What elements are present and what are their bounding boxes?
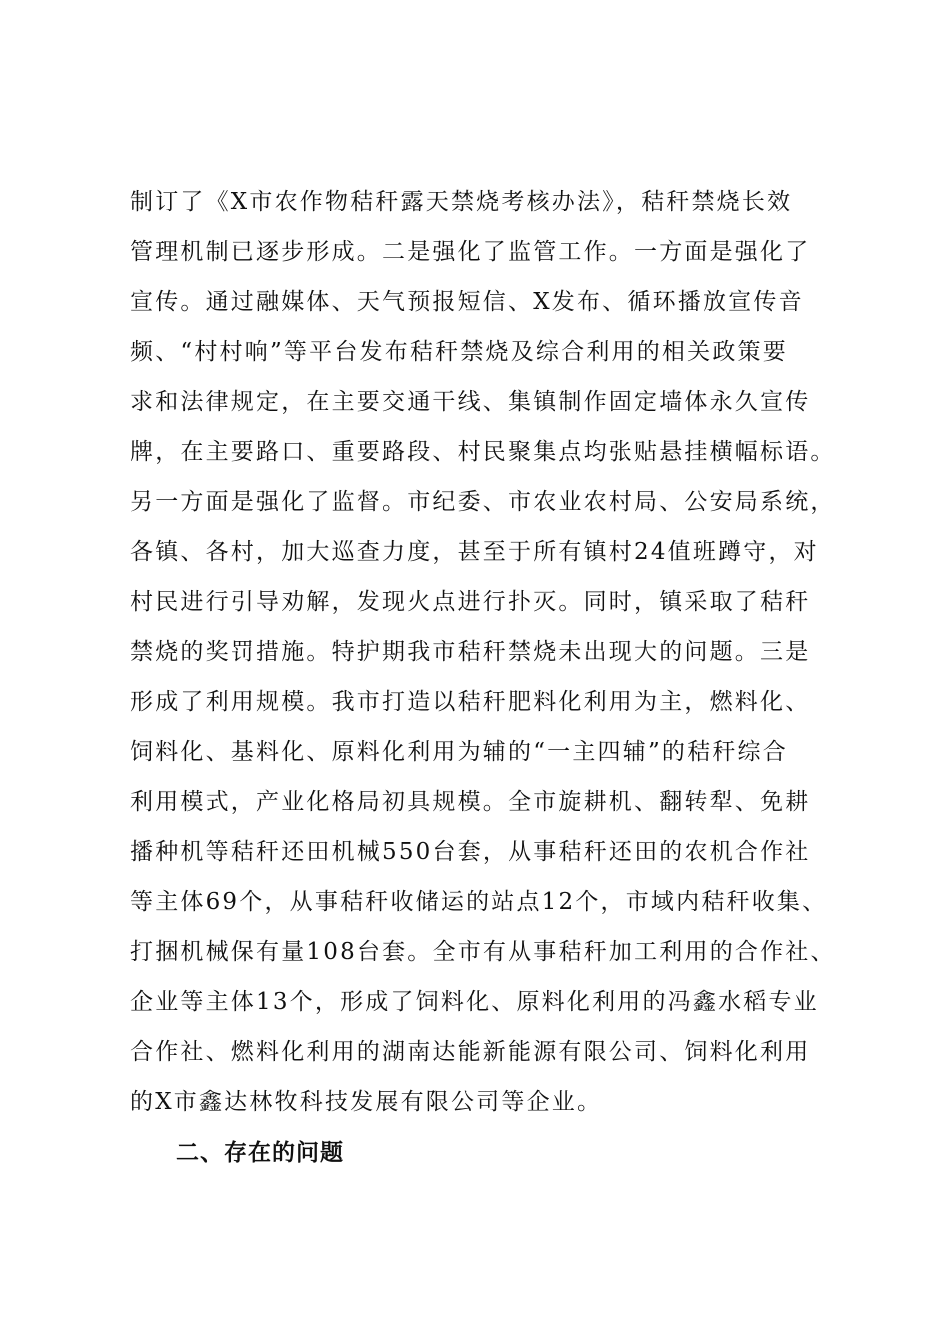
paragraph-line: 求和法律规定，在主要交通干线、集镇制作固定墙体永久宣传 (130, 389, 811, 415)
paragraph-line: 形成了利用规模。我市打造以秸秆肥料化利用为主，燃料化、 (130, 689, 811, 715)
paragraph-line: 的X市鑫达林牧科技发展有限公司等企业。 (130, 1089, 603, 1115)
section-heading: 二、存在的问题 (176, 1140, 344, 1166)
paragraph-line: 村民进行引导劝解，发现火点进行扑灭。同时，镇采取了秸秆 (130, 589, 811, 615)
paragraph-line: 宣传。通过融媒体、天气预报短信、X发布、循环播放宣传音 (130, 289, 804, 315)
paragraph-line: 牌，在主要路口、重要路段、村民聚集点均张贴悬挂横幅标语。 (130, 439, 836, 465)
paragraph-line: 企业等主体13个，形成了饲料化、原料化利用的冯鑫水稻专业 (130, 989, 819, 1015)
paragraph-line: 等主体69个，从事秸秆收储运的站点12个，市域内秸秆收集、 (130, 889, 828, 915)
paragraph-line: 禁烧的奖罚措施。特护期我市秸秆禁烧未出现大的问题。三是 (130, 639, 811, 665)
paragraph-line: 饲料化、基料化、原料化利用为辅的“一主四辅”的秸秆综合 (130, 739, 788, 765)
paragraph-line: 合作社、燃料化利用的湖南达能新能源有限公司、饲料化利用 (130, 1039, 811, 1065)
paragraph-line: 另一方面是强化了监督。市纪委、市农业农村局、公安局系统， (130, 489, 836, 515)
paragraph-line: 管理机制已逐步形成。二是强化了监管工作。一方面是强化了 (130, 239, 811, 265)
paragraph-line: 打捆机械保有量108台套。全市有从事秸秆加工利用的合作社、 (130, 939, 836, 965)
paragraph-line: 频、“村村响”等平台发布秸秆禁烧及综合利用的相关政策要 (130, 339, 788, 365)
paragraph-line: 各镇、各村，加大巡查力度，甚至于所有镇村24值班蹲守，对 (130, 539, 819, 565)
paragraph-line: 制订了《X市农作物秸秆露天禁烧考核办法》，秸秆禁烧长效 (130, 189, 793, 215)
paragraph-line: 播种机等秸秆还田机械550台套，从事秸秆还田的农机合作社 (130, 839, 811, 865)
paragraph-line: 利用模式，产业化格局初具规模。全市旋耕机、翻转犁、免耕 (130, 789, 811, 815)
